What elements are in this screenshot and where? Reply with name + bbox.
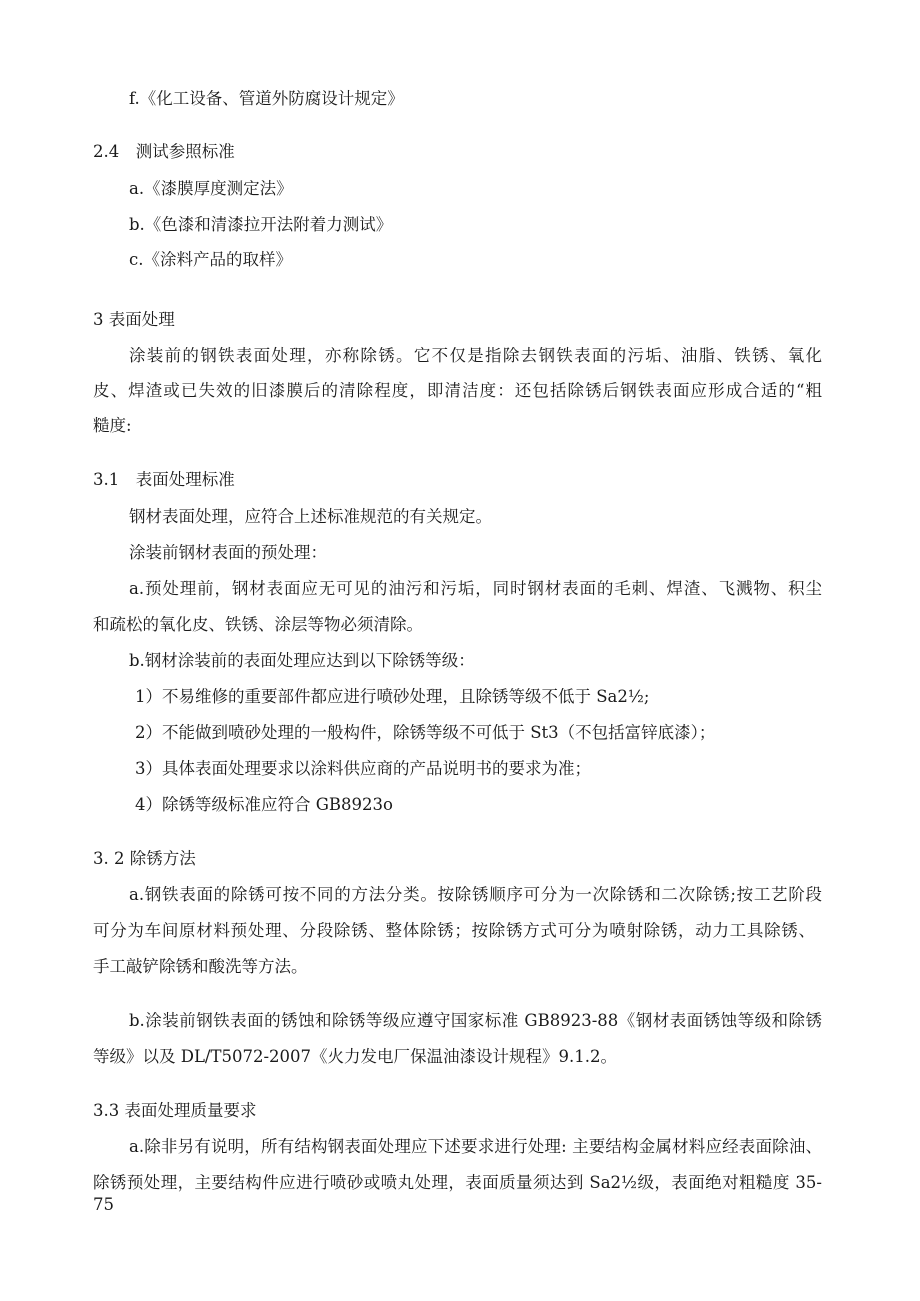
paragraph-line: 涂装前的钢铁表面处理，亦称除锈。它不仅是指除去钢铁表面的污垢、油脂、铁锈、氧化: [129, 346, 822, 365]
paragraph-line: 糙度:: [93, 416, 132, 435]
paragraph-line: 等级》以及 DL/T5072-2007《火力发电厂保温油漆设计规程》9.1.2。: [93, 1047, 618, 1066]
paragraph-line: 涂装前钢材表面的预处理：: [129, 543, 327, 562]
paragraph-line: a.除非另有说明，所有结构钢表面处理应下述要求进行处理: 主要结构金属材料应经表面除油、: [129, 1137, 822, 1156]
section-heading-3-1: 3.1 表面处理标准: [93, 470, 235, 489]
paragraph-line: 手工敲铲除锈和酸洗等方法。: [93, 957, 308, 976]
paragraph-line: 钢材表面处理，应符合上述标准规范的有关规定。: [129, 507, 492, 526]
paragraph-line: 皮、焊渣或已失效的旧漆膜后的清除程度，即清洁度：还包括除锈后钢铁表面应形成合适的“粗: [93, 381, 822, 400]
section-heading-3-2: 3. 2 除锈方法: [93, 849, 196, 868]
paragraph-line: 可分为车间原材料预处理、分段除锈、整体除锈；按除锈方式可分为喷射除锈，动力工具除锈、: [93, 921, 815, 940]
paragraph-line: b.涂装前钢铁表面的锈蚀和除锈等级应遵守国家标准 GB8923-88《钢材表面锈蚀等级和除锈: [129, 1011, 822, 1030]
list-item-a-standard: a.《漆膜厚度测定法》: [129, 179, 293, 198]
list-item-numbered: 2）不能做到喷砂处理的一般构件，除锈等级不可低于 St3（不包括富锌底漆）；: [135, 723, 716, 742]
paragraph-line: 和疏松的氧化皮、铁锈、涂层等物必须清除。: [93, 615, 423, 634]
paragraph-line: b.钢材涂装前的表面处理应达到以下除锈等级：: [129, 651, 475, 670]
list-item-b-standard: b.《色漆和清漆拉开法附着力测试》: [129, 215, 393, 234]
list-item-numbered: 3）具体表面处理要求以涂料供应商的产品说明书的要求为准；: [135, 759, 591, 778]
section-heading-3: 3 表面处理: [93, 310, 175, 329]
section-heading-2-4: 2.4 测试参照标准: [93, 142, 235, 161]
list-item-c-standard: c.《涂料产品的取样》: [129, 250, 292, 269]
list-item-numbered: 4）除锈等级标准应符合 GB8923o: [135, 795, 393, 814]
paragraph-line: a.钢铁表面的除锈可按不同的方法分类。按除锈顺序可分为一次除锈和二次除锈;按工艺阶段: [129, 885, 822, 904]
paragraph-line: a.预处理前，钢材表面应无可见的油污和污垢，同时钢材表面的毛刺、焊渣、飞溅物、积尘: [129, 579, 822, 598]
list-item-numbered: 1）不易维修的重要部件都应进行喷砂处理，且除锈等级不低于 Sa2½;: [135, 687, 650, 706]
section-heading-3-3: 3.3 表面处理质量要求: [93, 1101, 257, 1120]
paragraph-line: 除锈预处理，主要结构件应进行喷砂或喷丸处理，表面质量须达到 Sa2½级，表面绝对粗糙度 35-75: [93, 1173, 822, 1214]
list-item-f-standard: f.《化工设备、管道外防腐设计规定》: [129, 89, 404, 108]
